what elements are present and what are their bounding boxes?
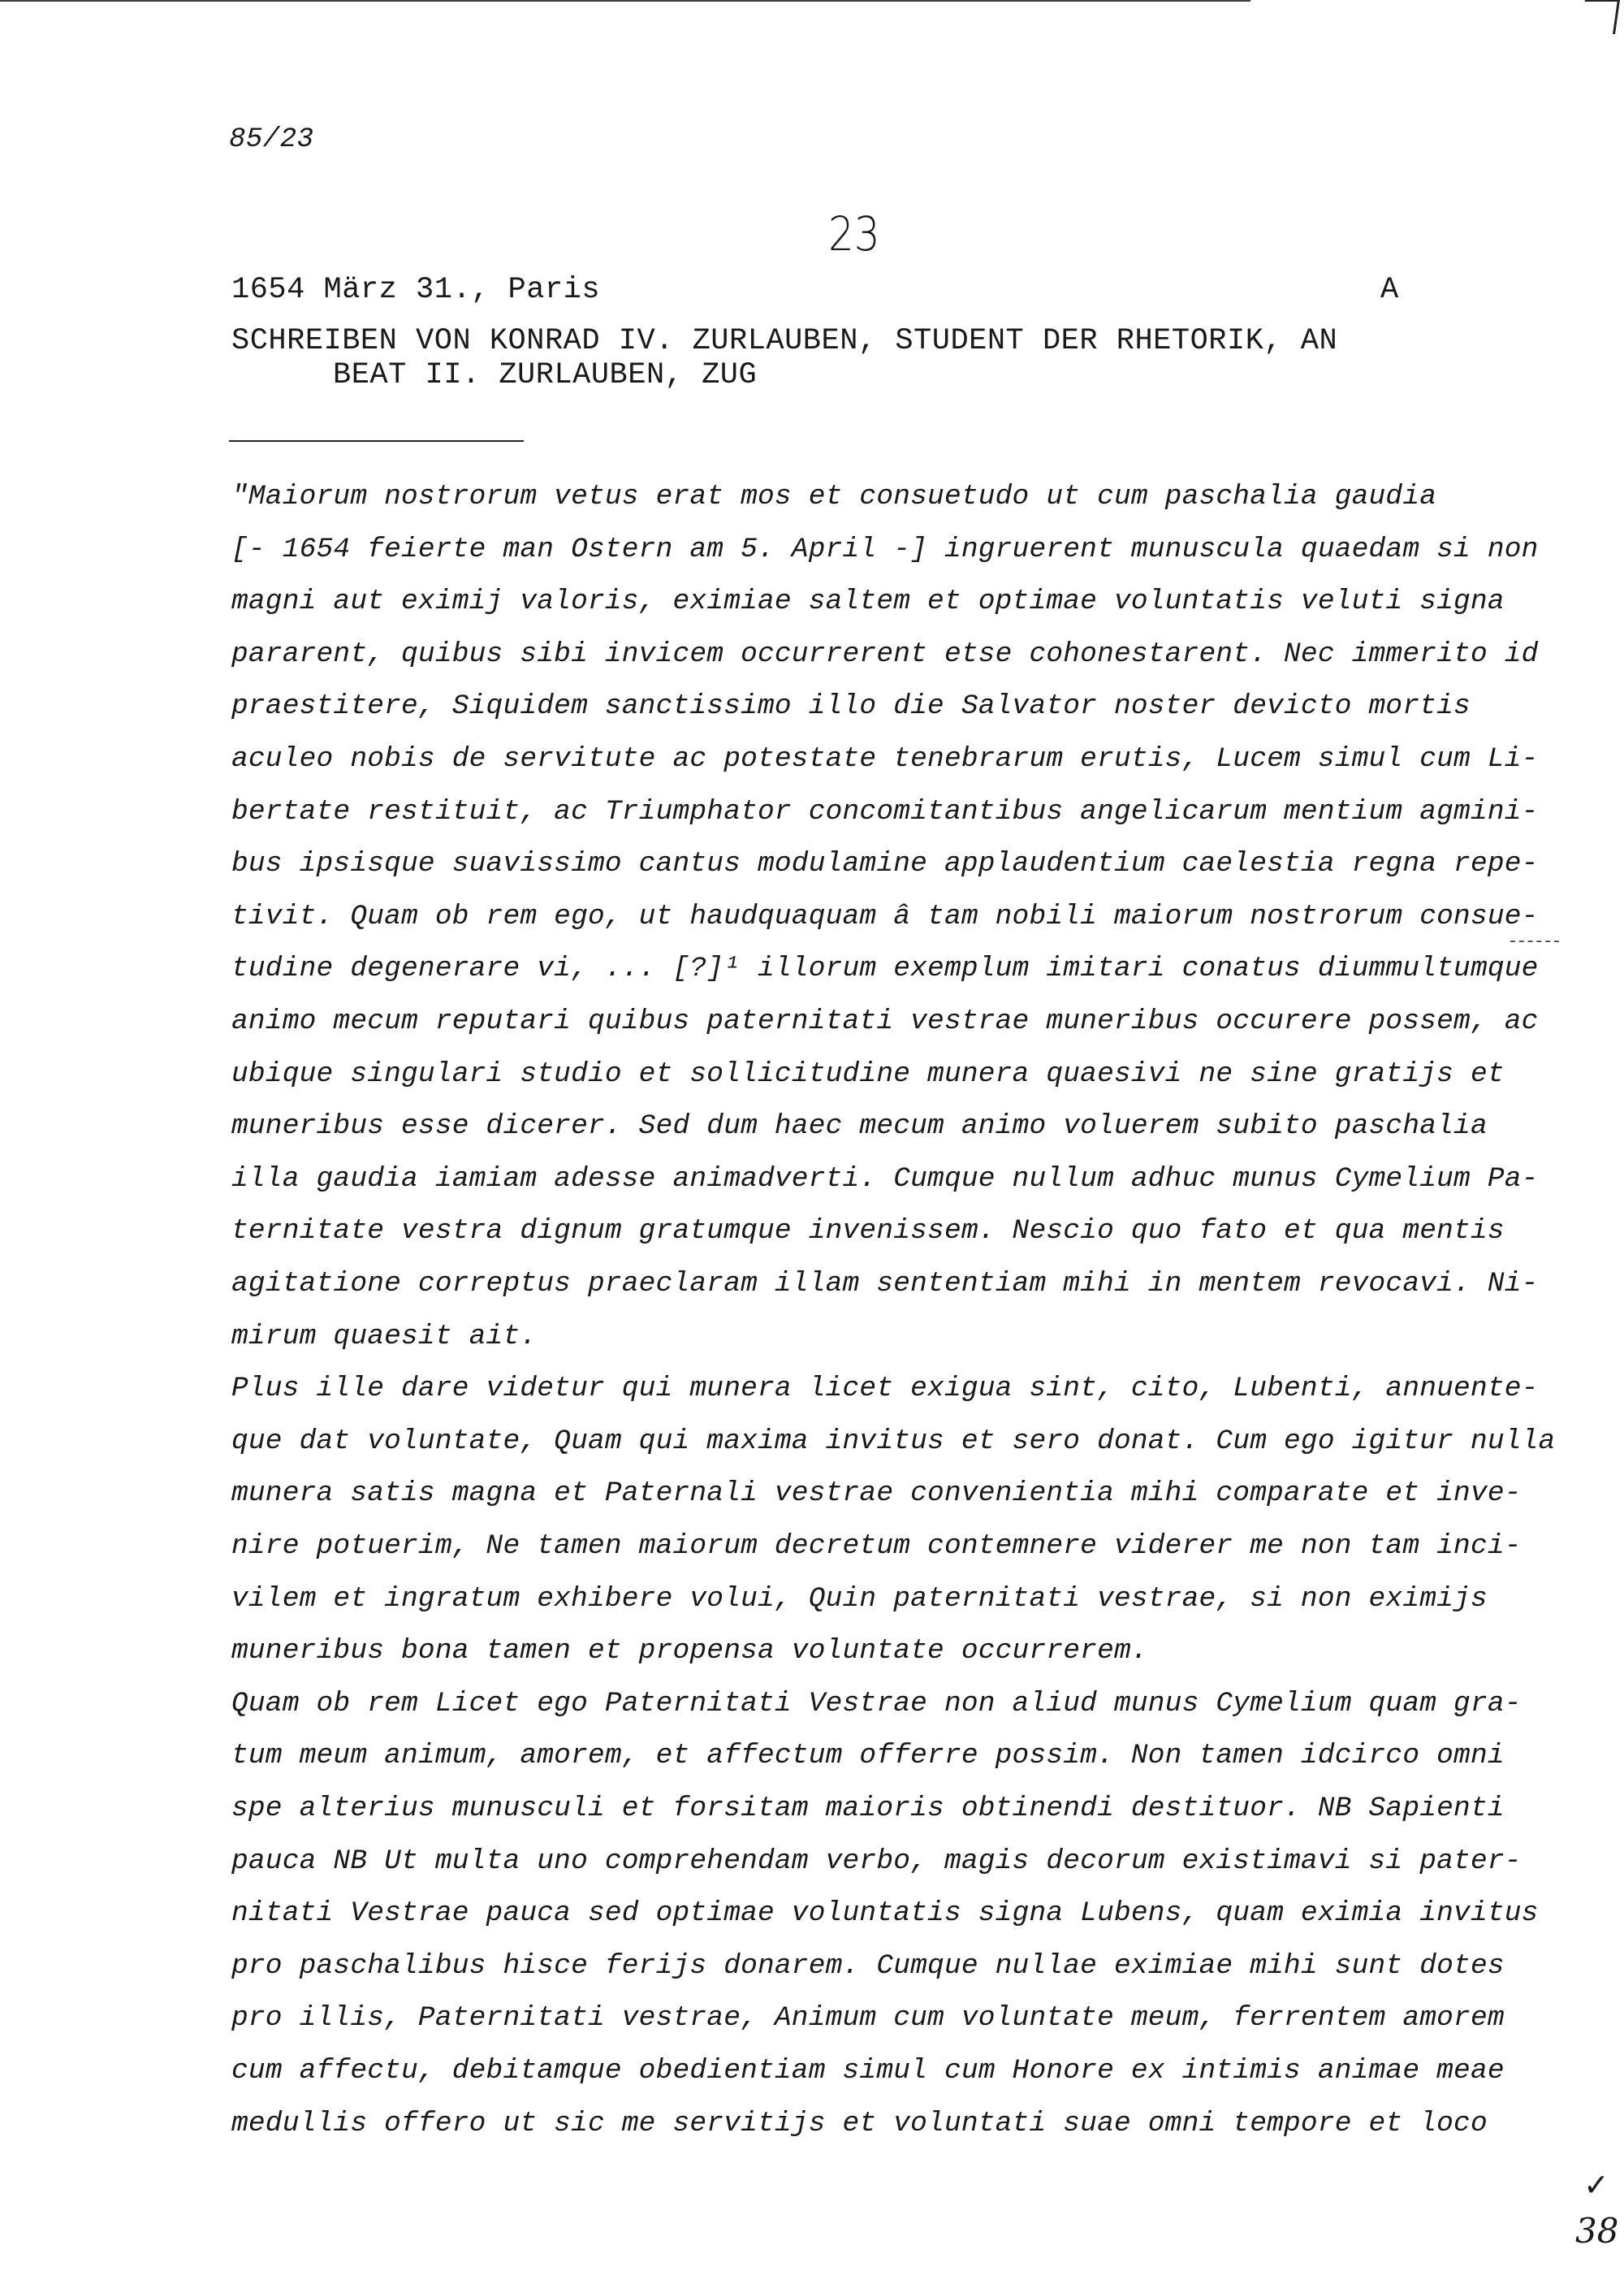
handwritten-folio-number: 38 — [1575, 2211, 1619, 2251]
body-line: pauca NB Ut multa uno comprehendam verbo, magis decorum existimavi si pater- — [231, 1845, 1522, 1877]
body-line: bus ipsisque suavissimo cantus modulamine applaudentium caelestia regna repe- — [231, 848, 1539, 880]
body-line: "Maiorum nostrorum vetus erat mos et consuetudo ut cum paschalia gaudia — [231, 481, 1437, 513]
document-number: 23 — [828, 207, 880, 262]
body-line: agitatione correptus praeclaram illam sententiam mihi in mentem revocavi. Ni- — [231, 1268, 1539, 1300]
body-line: muneribus bona tamen et propensa voluntate occurrerem. — [231, 1635, 1148, 1668]
body-line: [- 1654 feierte man Ostern am 5. April -] ingruerent munuscula quaedam si non — [231, 533, 1539, 565]
body-line: bertate restituit, ac Triumphator concomitantibus angelicarum mentium agmini- — [231, 795, 1539, 828]
body-line: mirum quaesit ait. — [231, 1320, 538, 1352]
body-line: tudine degenerare vi, ... [?]¹ illorum exemplum imitari conatus diummultumque — [231, 953, 1539, 985]
body-line: cum affectu, debitamque obedientiam simul cum Honore ex intimis animae meae — [231, 2055, 1505, 2087]
body-line: ubique singulari studio et sollicitudine munera quaesivi ne sine gratijs et — [231, 1058, 1505, 1090]
heading-line-2: BEAT II. ZURLAUBEN, ZUG — [333, 358, 758, 392]
body-line: tum meum animum, amorem, et affectum offerre possim. Non tamen idcirco omni — [231, 1740, 1505, 1772]
body-line: magni aut eximij valoris, eximiae saltem et optimae voluntatis veluti signa — [231, 586, 1505, 618]
body-line: ternitate vestra dignum gratumque invenissem. Nescio quo fato et qua mentis — [231, 1215, 1505, 1248]
body-line: animo mecum reputari quibus paternitati vestrae muneribus occurere possem, ac — [231, 1006, 1539, 1037]
handwritten-check-mark: ✓ — [1583, 2167, 1609, 2203]
body-line: nire potuerim, Ne tamen maiorum decretum contemnere viderer me non tam inci- — [231, 1530, 1522, 1562]
body-line: munera satis magna et Paternali vestrae convenientia mihi comparate et inve- — [231, 1477, 1522, 1510]
margin-dash — [1510, 941, 1559, 944]
page-top-edge — [0, 0, 1250, 2]
body-line: aculeo nobis de servitute ac potestate tenebrarum erutis, Lucem simul cum Li- — [231, 743, 1539, 775]
heading-line-1: SCHREIBEN VON KONRAD IV. ZURLAUBEN, STUDENT DER RHETORIK, AN — [231, 324, 1338, 358]
page-corner-mark — [1580, 0, 1620, 34]
separator-rule — [229, 440, 524, 442]
date-place: 1654 März 31., Paris — [231, 273, 601, 307]
category-letter: A — [1380, 273, 1399, 307]
body-line: pro illis, Paternitati vestrae, Animum cum voluntate meum, ferrentem amorem — [231, 2002, 1505, 2035]
body-line: medullis offero ut sic me servitijs et voluntati suae omni tempore et loco — [231, 2107, 1488, 2139]
body-line: pro paschalibus hisce ferijs donarem. Cumque nullae eximiae mihi sunt dotes — [231, 1949, 1505, 1982]
body-line: Plus ille dare videtur qui munera licet exigua sint, cito, Lubenti, annuente- — [231, 1373, 1539, 1405]
body-line: nitati Vestrae pauca sed optimae voluntatis signa Lubens, quam eximia invitus — [231, 1897, 1539, 1930]
body-line: praestitere, Siquidem sanctissimo illo die Salvator noster devicto mortis — [231, 690, 1471, 723]
body-line: spe alterius munusculi et forsitam maioris obtinendi destituor. NB Sapienti — [231, 1793, 1505, 1824]
body-line: pararent, quibus sibi invicem occurrerent etse cohonestarent. Nec immerito id — [231, 638, 1539, 670]
body-line: Quam ob rem Licet ego Paternitati Vestrae non aliud munus Cymelium quam gra- — [231, 1687, 1522, 1719]
body-line: vilem et ingratum exhibere volui, Quin paternitati vestrae, si non eximijs — [231, 1582, 1488, 1615]
body-line: tivit. Quam ob rem ego, ut haudquaquam â tam nobili maiorum nostrorum consue- — [231, 900, 1539, 932]
body-line: que dat voluntate, Quam qui maxima invitus et sero donat. Cum ego igitur nulla — [231, 1425, 1556, 1457]
body-line: illa gaudia iamiam adesse animadverti. Cumque nullum adhuc munus Cymelium Pa- — [231, 1162, 1539, 1195]
body-line: muneribus esse dicerer. Sed dum haec mecum animo voluerem subito paschalia — [231, 1110, 1488, 1143]
archive-reference: 85/23 — [229, 124, 314, 155]
